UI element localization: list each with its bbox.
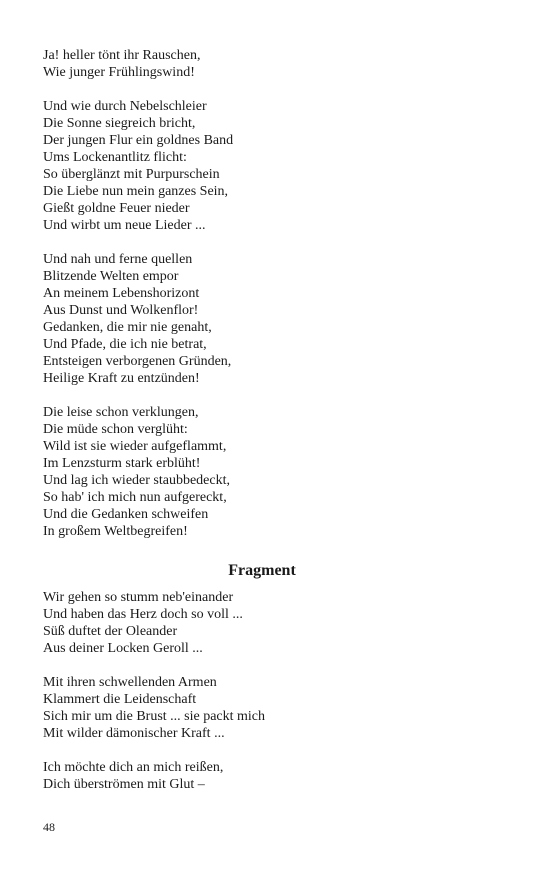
verse-line: Wir gehen so stumm neb'einander — [43, 590, 234, 605]
verse-line: Heilige Kraft zu entzünden! — [43, 371, 200, 386]
verse-line: Und nah und ferne quellen — [43, 252, 193, 267]
verse-line: Die müde schon verglüht: — [43, 422, 188, 437]
verse-line: Der jungen Flur ein goldnes Band — [43, 133, 234, 148]
verse-line: Und wie durch Nebelschleier — [43, 99, 207, 114]
verse-line: Die Sonne siegreich bricht, — [43, 116, 196, 131]
page-body — [43, 47, 513, 810]
verse-line: Gießt goldne Feuer nieder — [43, 201, 190, 216]
verse-line: Blitzende Welten empor — [43, 269, 179, 284]
verse-line: So überglänzt mit Purpurschein — [43, 167, 220, 182]
verse-line: So hab' ich mich nun aufgereckt, — [43, 490, 227, 505]
verse-line: Ja! heller tönt ihr Rauschen, — [43, 48, 201, 63]
verse-line: Gedanken, die mir nie genaht, — [43, 320, 212, 335]
verse-line: Die leise schon verklungen, — [43, 405, 199, 420]
stanza — [43, 251, 513, 387]
verse-line: Und haben das Herz doch so voll ... — [43, 607, 243, 622]
verse-line: Im Lenzsturm stark erblüht! — [43, 456, 201, 471]
stanza — [43, 589, 513, 657]
stanza — [43, 404, 513, 540]
verse-line: Ich möchte dich an mich reißen, — [43, 760, 224, 775]
verse-line: Und Pfade, die ich nie betrat, — [43, 337, 207, 352]
verse-line: Aus deiner Locken Geroll ... — [43, 641, 203, 656]
verse-line: Und wirbt um neue Lieder ... — [43, 218, 206, 233]
verse-line: Dich überströmen mit Glut – — [43, 777, 205, 792]
verse-line: Klammert die Leidenschaft — [43, 692, 197, 707]
verse-line: Mit ihren schwellenden Armen — [43, 675, 217, 690]
verse-line: Wild ist sie wieder aufgeflammt, — [43, 439, 227, 454]
verse-line: In großem Weltbegreifen! — [43, 524, 188, 539]
stanza — [43, 47, 513, 81]
verse-line: Sich mir um die Brust ... sie packt mich — [43, 709, 266, 724]
verse-line: Wie junger Frühlingswind! — [43, 65, 195, 80]
verse-line: Entsteigen verborgenen Gründen, — [43, 354, 232, 369]
verse-line: An meinem Lebenshorizont — [43, 286, 200, 301]
stanza — [43, 98, 513, 234]
poem-title: Fragment — [228, 562, 296, 579]
verse-line: Mit wilder dämonischer Kraft ... — [43, 726, 225, 741]
verse-line: Ums Lockenantlitz flicht: — [43, 150, 187, 165]
verse-line: Und lag ich wieder staubbedeckt, — [43, 473, 230, 488]
stanza — [43, 674, 513, 742]
verse-line: Und die Gedanken schweifen — [43, 507, 209, 522]
verse-line: Aus Dunst und Wolkenflor! — [43, 303, 199, 318]
stanza — [43, 759, 513, 793]
verse-line: Die Liebe nun mein ganzes Sein, — [43, 184, 229, 199]
verse-line: Süß duftet der Oleander — [43, 624, 178, 639]
page-number: 48 — [43, 820, 55, 834]
